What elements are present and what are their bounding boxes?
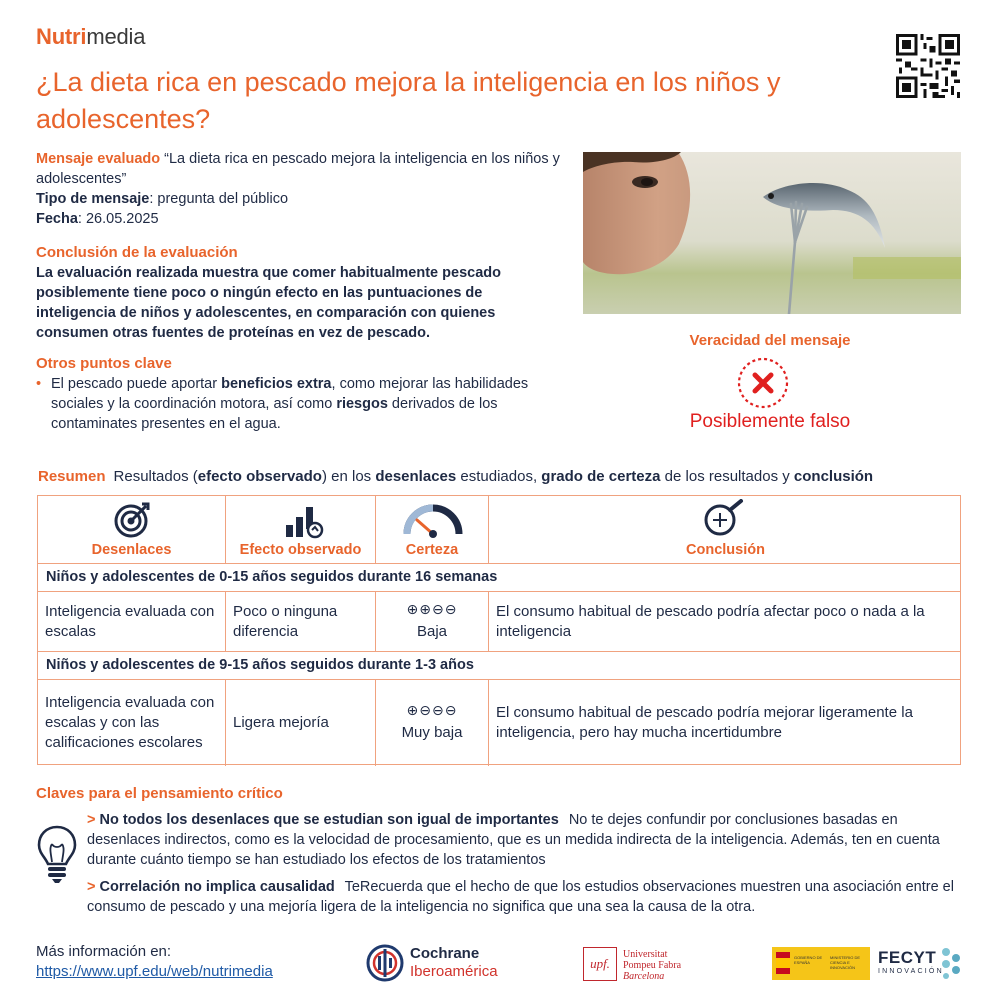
- group-title: Niños y adolescentes de 9-15 años seguidos durante 1-3 años: [46, 657, 474, 673]
- type-label: Tipo de mensaje: [36, 191, 150, 207]
- certainty-symbols: ⊕⊖⊖⊖: [406, 703, 458, 719]
- target-icon: [113, 501, 151, 539]
- date-label: Fecha: [36, 211, 78, 227]
- critical-thinking-title: Claves para el pensamiento crítico: [36, 785, 283, 802]
- false-x-icon: [736, 356, 790, 410]
- gauge-icon: [403, 504, 463, 538]
- page-title: ¿La dieta rica en pescado mejora la inteligencia en los niños y adolescentes?: [36, 67, 781, 134]
- key-points-title: Otros puntos clave: [36, 355, 172, 372]
- table-cell-effect: Poco o ninguna diferencia: [233, 603, 338, 640]
- key-point-item: El pescado puede aportar beneficios extra, como mejorar las habilidades sociales y la coordinación motora, así como riesgos derivados de los contaminates presentes en el agua.: [51, 376, 529, 432]
- cochrane-logo: Cochrane Iberoamérica: [366, 944, 516, 984]
- evaluated-value: “La dieta rica en pescado mejora la inteligencia en los niños y adolescentes”: [36, 151, 560, 187]
- magnifier-icon: [703, 499, 745, 539]
- bar-chart-icon: [283, 501, 325, 539]
- table-cell-conclusion: El consumo habitual de pescado podría mejorar ligeramente la inteligencia, pero hay mucha incertidumbre: [496, 704, 913, 741]
- header-conclusion: Conclusión: [686, 542, 765, 558]
- spanish-government-logo: GOBIERNO DE ESPAÑA MINISTERIO DE CIENCIA E INNOVACIÓN: [772, 947, 870, 980]
- evaluated-label: Mensaje evaluado: [36, 151, 161, 167]
- certainty-label: Muy baja: [401, 724, 463, 741]
- message-meta: [36, 149, 566, 229]
- certainty-label: Baja: [416, 623, 448, 640]
- conclusion-title: Conclusión de la evaluación: [36, 244, 238, 261]
- table-cell-outcome: Inteligencia evaluada con escalas: [45, 603, 215, 640]
- more-info-label: Más información en:: [36, 943, 172, 960]
- table-cell-certainty: [376, 700, 488, 744]
- critical-item: > No todos los desenlaces que se estudian son igual de importantes No te dejes confundir por conclusiones basadas en desenlaces indirectos, como es la velocidad de procesamiento, que es un medida indirecta de la inteligencia. Además, ten en cuenta durante cuánto tiempo se han estudiado los efectos de los tratamientos: [87, 812, 940, 868]
- results-table: [37, 495, 961, 765]
- fecyt-dots-icon: [940, 946, 962, 980]
- qr-code: [896, 34, 960, 98]
- date-value: : 26.05.2025: [77, 211, 159, 227]
- more-info: [36, 942, 273, 982]
- summary-label: Resumen: [38, 468, 106, 485]
- table-cell-certainty: [376, 599, 488, 643]
- header-effect: Efecto observado: [239, 542, 362, 558]
- certainty-symbols: ⊕⊕⊖⊖: [406, 602, 458, 618]
- group-title: Niños y adolescentes de 0-15 años seguidos durante 16 semanas: [46, 569, 498, 585]
- child-fish-fork-photo: [583, 152, 961, 314]
- type-value: : pregunta del público: [149, 191, 289, 207]
- fecyt-logo: FECYT INNOVACIÓN: [878, 944, 962, 984]
- veracity-value: Posiblemente falso: [689, 411, 851, 432]
- table-cell-outcome: Inteligencia evaluada con escalas y con las calificaciones escolares: [45, 694, 215, 751]
- upf-logo: upf. Universitat Pompeu Fabra Barcelona: [583, 944, 703, 984]
- table-cell-conclusion: El consumo habitual de pescado podría afectar poco o nada a la inteligencia: [496, 603, 925, 640]
- veracity-title: Veracidad del mensaje: [689, 332, 851, 349]
- summary-line: Resumen Resultados (efecto observado) en los desenlaces estudiados, grado de certeza de los resultados y conclusión: [38, 468, 874, 485]
- key-points-list: [36, 374, 576, 434]
- header-outcomes: Desenlaces: [91, 542, 172, 558]
- bullet-marker: •: [36, 376, 42, 392]
- nutrimedia-logo: Nutrimedia: [36, 24, 146, 49]
- conclusion-text: La evaluación realizada muestra que comer habitualmente pescado posiblemente tiene poco o ningún efecto en las puntuaciones de inteligencia de niños y adolescentes, en comparación con quienes consumen otras fuentes de proteínas en vez de pescado.: [36, 265, 501, 341]
- table-cell-effect: Ligera mejoría: [233, 714, 329, 731]
- lightbulb-icon: [36, 824, 78, 884]
- critical-item: > Correlación no implica causalidad TeRecuerda que el hecho de que los estudios observaciones muestren una asociación entre el consumo de pescado y una mejoría ligera de la inteligencia no significa que una sea la causa de la otra.: [87, 879, 954, 915]
- cochrane-emblem-icon: [366, 944, 404, 982]
- more-info-link[interactable]: https://www.upf.edu/web/nutrimedia: [36, 963, 273, 980]
- header-certainty: Certeza: [405, 542, 459, 558]
